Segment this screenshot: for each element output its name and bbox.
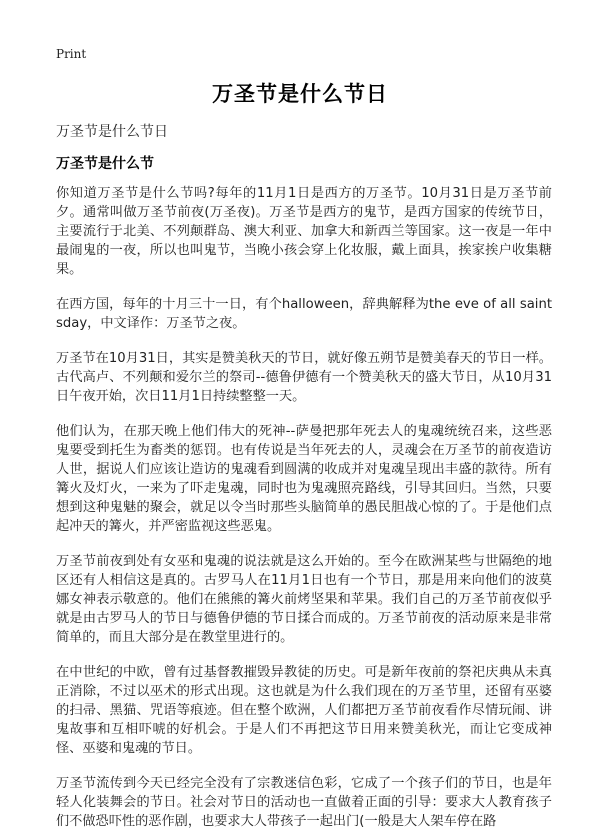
section-heading: 万圣节是什么节 [56,156,154,172]
print-link[interactable]: Print [56,47,87,61]
paragraph-4: 他们认为，在那天晚上他们伟大的死神--萨曼把那年死去人的鬼魂统统召来，这些恶鬼要受到托生为畜类的惩罚。也有传说是当年死去的人，灵魂会在万圣节的前夜造访人世，据说人们应该让造访的鬼魂看到圆满的收成并对鬼魂呈现出丰盛的款待。所有篝火及灯火，一来为了吓走鬼魂，同时也为鬼魂照亮路线，引导其回归。当然，只要想到这种鬼魅的聚会，就足以令当时那些头脑简单的愚民胆战心惊的了。于是他们点起冲天的篝火，并严密监视这些恶鬼。 [56,424,552,534]
paragraph-5: 万圣节前夜到处有女巫和鬼魂的说法就是这么开始的。至今在欧洲某些与世隔绝的地区还有人相信这是真的。古罗马人在11月1日也有一个节日，那是用来向他们的波莫娜女神表示敬意的。他们在熊熊的篝火前烤坚果和苹果。我们自己的万圣节前夜似乎就是由古罗马人的节日与德鲁伊德的节日揉合而成的。万圣节前夜的活动原来是非常简单的，而且大部分是在教堂里进行的。 [56,554,552,645]
document-title: 万圣节是什么节日 [212,82,388,106]
paragraph-1: 你知道万圣节是什么节吗?每年的11月1日是西方的万圣节。10月31日是万圣节前夕。通常叫做万圣节前夜(万圣夜)。万圣节是西方的鬼节，是西方国家的传统节日，主要流行于北美、不列颠群岛、澳大利亚、加拿大和新西兰等国家。这一夜是一年中最闹鬼的一夜，所以也叫鬼节，当晚小孩会穿上化妆服，戴上面具，挨家挨户收集糖果。 [56,186,552,277]
article-body [56,122,552,828]
paragraph-2: 在西方国，每年的十月三十一日，有个halloween，辞典解释为the eve of all saintsday，中文译作：万圣节之夜。 [56,297,552,331]
paragraph-7: 万圣节流传到今天已经完全没有了宗教迷信色彩，它成了一个孩子们的节日，也是年轻人化装舞会的节日。社会对节日的活动也一直做着正面的引导：要求大人教育孩子们不做恐吓性的恶作剧，也要求大人带孩子一起出门(一般是大人架车停在路 [56,776,552,828]
paragraph-6: 在中世纪的中欧，曾有过基督教摧毁异教徒的历史。可是新年夜前的祭祀庆典从未真正消除，不过以巫术的形式出现。这也就是为什么我们现在的万圣节里，还留有巫婆的扫帚、黑猫、咒语等痕迹。但在整个欧洲，人们都把万圣节前夜看作尽情玩闹、讲鬼故事和互相吓唬的好机会。于是人们不再把这节日用来赞美秋光，而让它变成神怪、巫婆和鬼魂的节日。 [56,665,552,756]
paragraph-3: 万圣节在10月31日，其实是赞美秋天的节日，就好像五朔节是赞美春天的节日一样。古代高卢、不列颠和爱尔兰的祭司--德鲁伊德有一个赞美秋天的盛大节日，从10月31日午夜开始，次日11月1日持续整整一天。 [56,351,552,404]
article-subtitle: 万圣节是什么节日 [56,124,168,140]
